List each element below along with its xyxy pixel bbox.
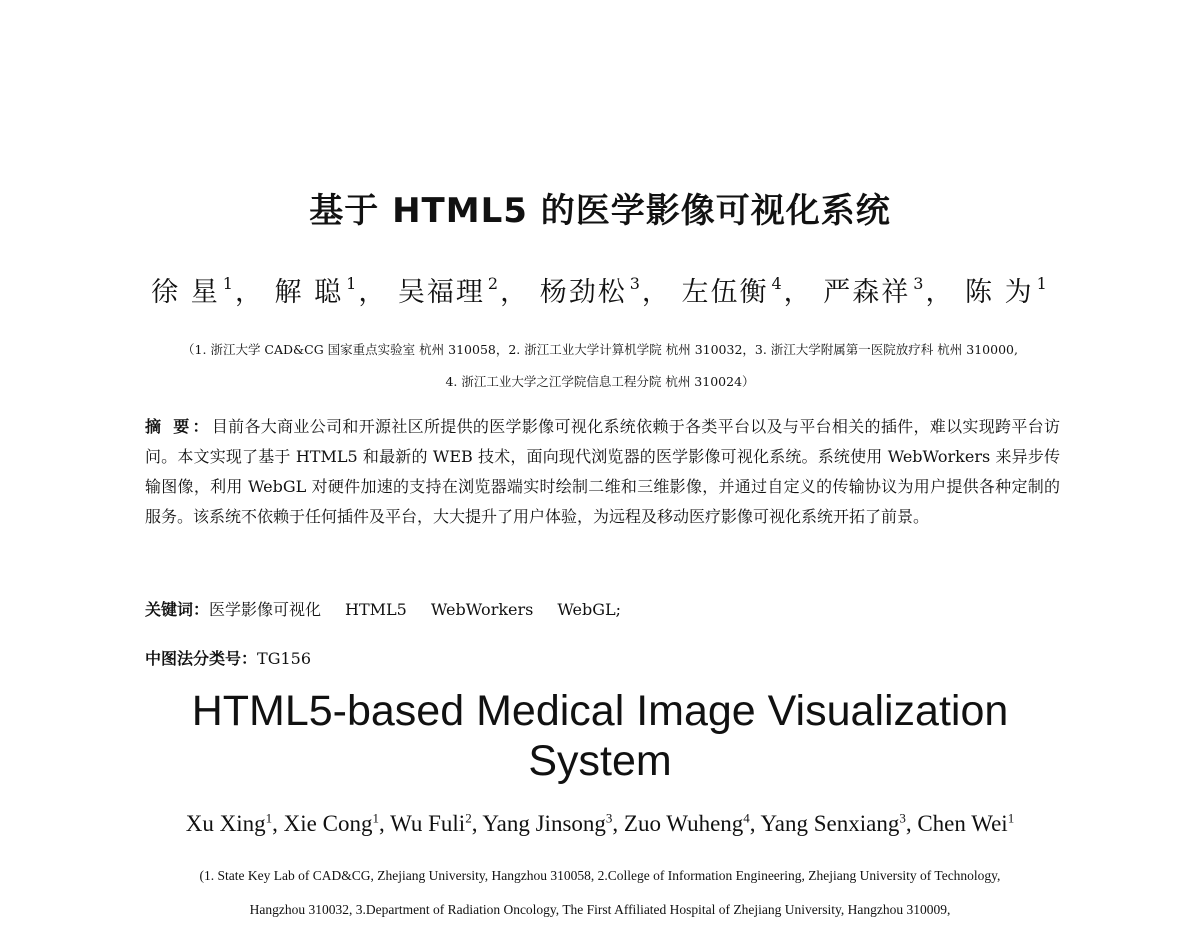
author-name: Zuo Wuheng [623, 810, 744, 836]
english-title-line-2: System [528, 737, 672, 785]
author-name: 杨劲松 [539, 277, 627, 308]
author-affiliation-mark: 1 [265, 810, 273, 825]
classification-label: 中图法分类号： [145, 649, 258, 668]
keyword: WebGL; [557, 600, 622, 619]
author-name: 徐 星 [151, 277, 220, 308]
author-affiliation-mark: 1 [222, 274, 235, 293]
chinese-author [539, 274, 671, 308]
chinese-affiliation-line-1: （1. 浙江大学 CAD&CG 国家重点实验室 杭州 310058，2. 浙江工业大学计算机学院 杭州 310032，3. 浙江大学附属第一医院放疗科 杭州 310000, [182, 342, 1018, 357]
author-name: Yang Jinsong [482, 810, 606, 836]
english-affiliation-line-1: (1. State Key Lab of CAD&CG, Zhejiang University, Hangzhou 310058, 2.College of Information Engineering, Zhejiang University of Technology, [199, 868, 1001, 883]
author-separator: , [905, 810, 918, 836]
author-affiliation-mark: 1 [1007, 810, 1015, 825]
author-separator: , [471, 810, 483, 836]
chinese-affiliation-line-2: 4. 浙江工业大学之江学院信息工程分院 杭州 310024） [445, 374, 755, 389]
author-affiliation-mark: 4 [743, 810, 750, 825]
author-affiliation-mark: 1 [372, 810, 379, 825]
english-author [624, 811, 761, 836]
chinese-author-list [0, 270, 1200, 309]
author-separator: ， [358, 277, 388, 308]
english-author [482, 811, 624, 836]
english-author [186, 811, 284, 836]
abstract-text: 目前各大商业公司和开源社区所提供的医学影像可视化系统依赖于各类平台以及与平台相关的插件，难以实现跨平台访问。本文实现了基于 HTML5 和最新的 WEB 技术，面向现代浏览器的医学影像可视化系统。系统使用 WebWorkers 来异步传输图像，利用 WebGL 对硬件加速的支持在浏览器端实时绘制二维和三维影像，并通过自定义的传输协议为用户提供各种定制的服务。该系统不依赖于任何插件及平台，大大提升了用户体验，为远程及移动医疗影像可视化系统开拓了前景。 [145, 417, 1060, 526]
chinese-author [274, 274, 388, 308]
author-affiliation-mark: 4 [771, 274, 784, 293]
chinese-author [397, 274, 530, 308]
english-author [284, 811, 390, 836]
english-affiliation-line-2: Hangzhou 310032, 3.Department of Radiation Oncology, The First Affiliated Hospital of Zhejiang University, Hangzhou 310009, [249, 902, 951, 917]
author-separator: , [378, 810, 391, 836]
keywords-line [145, 597, 645, 620]
keyword: HTML5 [345, 600, 407, 619]
chinese-author [681, 274, 813, 308]
english-title-line-1: HTML5-based Medical Image Visualization [191, 687, 1009, 735]
author-name: Wu Fuli [390, 810, 466, 836]
author-affiliation-mark: 3 [605, 810, 613, 825]
classification-line [145, 646, 311, 669]
author-affiliation-mark: 2 [487, 274, 501, 293]
author-name: Xie Cong [283, 810, 373, 836]
author-affiliation-mark: 3 [899, 810, 906, 825]
author-affiliation-mark: 3 [913, 274, 926, 293]
author-name: Xu Xing [185, 810, 266, 836]
keyword: 医学影像可视化 [209, 600, 322, 619]
chinese-abstract [145, 412, 1060, 532]
author-separator: , [272, 810, 284, 836]
author-separator: ， [783, 277, 813, 308]
keywords-label: 关键词： [145, 600, 210, 619]
author-name: 解 聪 [274, 277, 344, 308]
english-author [917, 811, 1014, 836]
classification-value: TG156 [257, 649, 312, 668]
author-name: 陈 为 [965, 277, 1034, 308]
author-name: 左伍衡 [681, 277, 769, 308]
keyword: WebWorkers [430, 600, 534, 619]
author-affiliation-mark: 1 [346, 274, 359, 293]
chinese-author [823, 274, 955, 308]
abstract-label: 摘 要： [145, 417, 212, 436]
author-separator: ， [234, 277, 264, 308]
english-title [0, 686, 1200, 786]
author-name: Yang Senxiang [760, 810, 900, 836]
author-separator: , [749, 810, 761, 836]
author-separator: ， [641, 277, 671, 308]
chinese-author [151, 274, 264, 308]
chinese-author [965, 274, 1049, 308]
english-author [760, 811, 917, 836]
english-author-list [0, 810, 1200, 837]
author-affiliation-mark: 1 [1036, 274, 1049, 293]
author-separator: ， [500, 277, 530, 308]
author-separator: , [612, 810, 624, 836]
author-name: 吴福理 [397, 277, 485, 308]
author-name: Chen Wei [917, 810, 1008, 836]
author-affiliation-mark: 3 [629, 274, 642, 293]
english-author [390, 811, 482, 836]
author-separator: ， [925, 277, 955, 308]
author-affiliation-mark: 2 [465, 810, 472, 825]
chinese-title: 基于 HTML5 的医学影像可视化系统 [309, 191, 891, 231]
author-name: 严森祥 [823, 277, 911, 308]
